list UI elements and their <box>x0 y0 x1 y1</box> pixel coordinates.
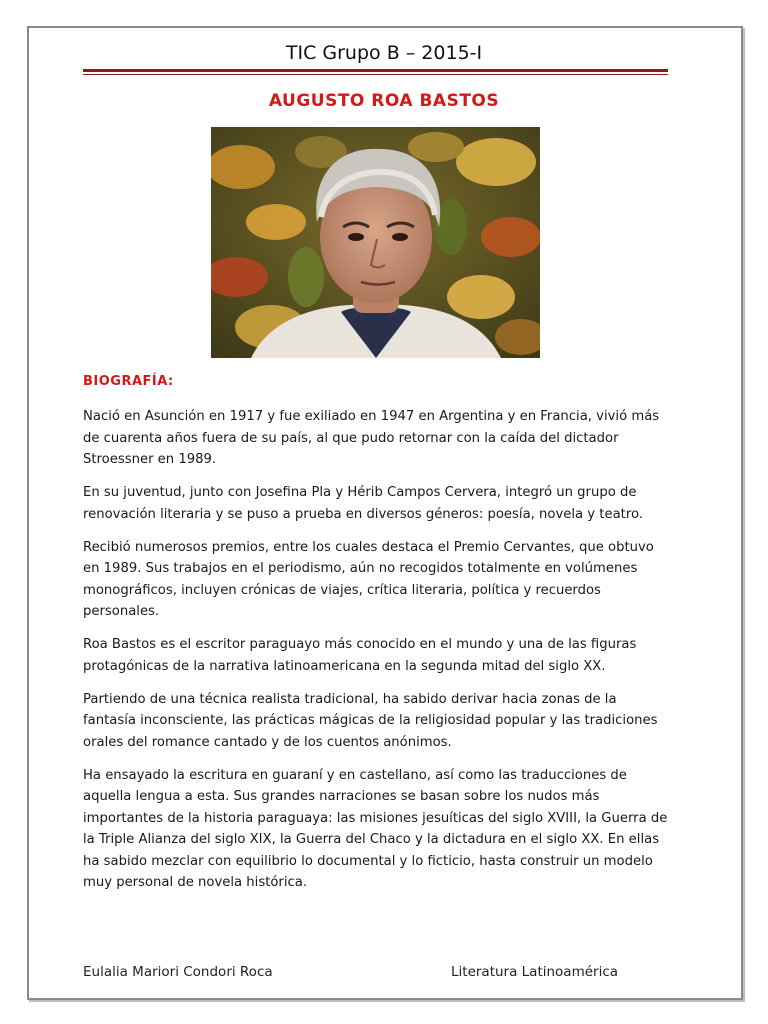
paragraph: En su juventud, junto con Josefina Pla y Hérib Campos Cervera, integró un grupo de renovación literaria y se puso a prueba en diversos géneros: poesía, novela y teatro. <box>83 485 644 522</box>
header-rule <box>83 69 668 72</box>
paragraph: Roa Bastos es el escritor paraguayo más conocido en el mundo y una de las figuras protagónicas de la narrativa latinoamericana en la segunda mitad del siglo XX. <box>83 637 637 674</box>
document-title: AUGUSTO ROA BASTOS <box>268 91 500 111</box>
paragraph: Nació en Asunción en 1917 y fue exiliado en 1947 en Argentina y en Francia, vivió más de cuarenta años fuera de su país, al que pudo retornar con la caída del dictador Stroessner en 1989. <box>83 409 660 467</box>
paragraph: Ha ensayado la escritura en guaraní y en castellano, así como las traducciones de aquella lengua a esta. Sus grandes narraciones se basan sobre los nudos más importantes de la historia paraguaya: las misiones jesuíticas del siglo XVIII, la Guerra de la Triple Alianza del siglo XIX, la Guerra del Chaco y la dictadura en el siglo XX. En ellas ha sabido mezclar con equilibrio lo documental y lo ficticio, hasta construir un modelo muy personal de novela histórica. <box>83 767 668 890</box>
biography-body <box>83 406 673 905</box>
header-rule-thin <box>83 74 668 75</box>
header-title: TIC Grupo B – 2015-I <box>285 42 483 64</box>
footer-author: Eulalia Mariori Condori Roca <box>83 964 273 980</box>
paragraph: Recibió numerosos premios, entre los cuales destaca el Premio Cervantes, que obtuvo en 1989. Sus trabajos en el periodismo, aún no recogidos totalmente en volúmenes monográficos, incluyen crónicas de viajes, crítica literaria, política y recuerdos personales. <box>83 539 654 619</box>
footer-course: Literatura Latinoamérica <box>451 964 619 980</box>
section-heading-biografia: BIOGRAFÍA: <box>83 374 174 389</box>
portrait-photo <box>211 127 540 358</box>
paragraph: Partiendo de una técnica realista tradicional, ha sabido derivar hacia zonas de la fantasía inconsciente, las prácticas mágicas de la religiosidad popular y las tradiciones orales del romance cantado y de los cuentos anónimos. <box>83 691 658 750</box>
